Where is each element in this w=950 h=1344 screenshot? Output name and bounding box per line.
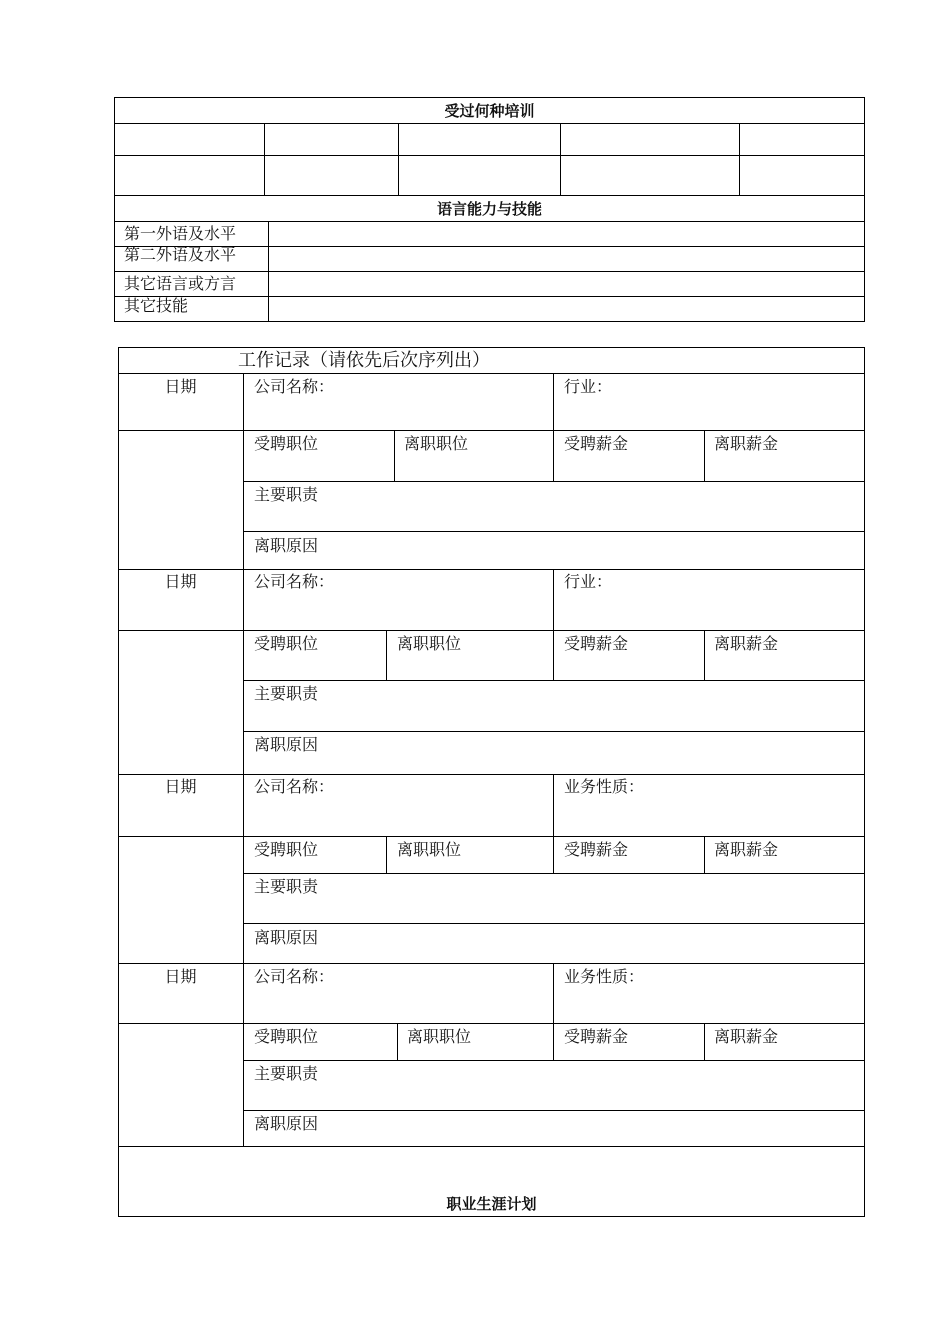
table-border	[243, 873, 865, 874]
main-duties-label: 主要职责	[254, 485, 319, 504]
table-border	[243, 481, 865, 482]
date-label: 日期	[164, 572, 197, 591]
leave-salary-label: 离职薪金	[714, 840, 779, 859]
hired-salary-label: 受聘薪金	[564, 634, 629, 653]
leave-position-label: 离职职位	[404, 434, 469, 453]
main-duties-label: 主要职责	[254, 1064, 319, 1083]
table-border	[118, 347, 865, 348]
table-border	[704, 836, 705, 873]
table-border	[553, 430, 554, 481]
table-border	[704, 430, 705, 481]
date-label: 日期	[164, 377, 197, 396]
hired-salary-label: 受聘薪金	[564, 1027, 629, 1046]
table-border	[704, 1023, 705, 1060]
table-border	[118, 774, 865, 775]
table-border	[118, 1023, 865, 1024]
language-value-field[interactable]	[269, 222, 864, 246]
hired-salary-label: 受聘薪金	[564, 434, 629, 453]
business-nature-label: 业务性质：	[564, 967, 645, 986]
company-name-label: 公司名称：	[254, 967, 335, 986]
leave-salary-label: 离职薪金	[714, 634, 779, 653]
table-border	[243, 1060, 865, 1061]
table-border	[553, 963, 554, 1023]
language-value-field[interactable]	[269, 272, 864, 296]
training-cell[interactable]	[115, 124, 264, 155]
career-plan-title: 职业生涯计划	[446, 1195, 537, 1213]
leave-position-label: 离职职位	[397, 840, 462, 859]
table-border	[114, 321, 865, 322]
language-value-field[interactable]	[269, 297, 864, 321]
hired-position-label: 受聘职位	[254, 840, 319, 859]
table-border	[118, 430, 865, 431]
table-border	[386, 836, 387, 873]
training-cell[interactable]	[561, 156, 739, 195]
table-border	[864, 347, 865, 1217]
main-duties-label: 主要职责	[254, 877, 319, 896]
hired-position-label: 受聘职位	[254, 634, 319, 653]
language-row-label: 第二外语及水平	[124, 245, 237, 264]
industry-label: 行业：	[564, 572, 613, 591]
table-border	[118, 630, 865, 631]
table-border	[114, 195, 865, 196]
language-row-label: 其它语言或方言	[124, 274, 237, 293]
table-border	[553, 569, 554, 630]
table-border	[118, 836, 865, 837]
table-border	[243, 373, 244, 1147]
table-border	[553, 836, 554, 873]
industry-label: 行业：	[564, 377, 613, 396]
table-border	[704, 630, 705, 680]
leave-position-label: 离职职位	[407, 1027, 472, 1046]
training-cell[interactable]	[399, 156, 560, 195]
table-border	[553, 1023, 554, 1060]
table-border	[118, 1216, 865, 1217]
training-title: 受过何种培训	[444, 102, 535, 120]
leave-salary-label: 离职薪金	[714, 1027, 779, 1046]
training-cell[interactable]	[115, 156, 264, 195]
training-cell[interactable]	[561, 124, 739, 155]
main-duties-label: 主要职责	[254, 684, 319, 703]
work-record-title: 工作记录（请依先后次序列出）	[238, 350, 490, 371]
table-border	[553, 774, 554, 836]
leave-reason-label: 离职原因	[254, 536, 319, 555]
table-border	[243, 1110, 865, 1111]
table-border	[243, 680, 865, 681]
training-cell[interactable]	[740, 124, 864, 155]
leave-reason-label: 离职原因	[254, 1114, 319, 1133]
training-cell[interactable]	[265, 156, 398, 195]
table-border	[394, 430, 395, 481]
table-border	[118, 373, 865, 374]
leave-reason-label: 离职原因	[254, 735, 319, 754]
business-nature-label: 业务性质：	[564, 777, 645, 796]
company-name-label: 公司名称：	[254, 572, 335, 591]
table-border	[553, 630, 554, 680]
training-cell[interactable]	[740, 156, 864, 195]
company-name-label: 公司名称：	[254, 377, 335, 396]
hired-position-label: 受聘职位	[254, 434, 319, 453]
table-border	[114, 97, 865, 98]
table-border	[243, 923, 865, 924]
training-cell[interactable]	[399, 124, 560, 155]
table-border	[118, 963, 865, 964]
table-border	[118, 569, 865, 570]
leave-reason-label: 离职原因	[254, 928, 319, 947]
language-title: 语言能力与技能	[436, 200, 542, 218]
hired-salary-label: 受聘薪金	[564, 840, 629, 859]
language-row-label: 第一外语及水平	[124, 224, 237, 243]
table-border	[243, 731, 865, 732]
leave-position-label: 离职职位	[397, 634, 462, 653]
language-row-label: 其它技能	[124, 296, 189, 315]
table-border	[553, 373, 554, 430]
hired-position-label: 受聘职位	[254, 1027, 319, 1046]
table-border	[243, 531, 865, 532]
company-name-label: 公司名称：	[254, 777, 335, 796]
training-cell[interactable]	[265, 124, 398, 155]
table-border	[397, 1023, 398, 1060]
date-label: 日期	[164, 777, 197, 796]
language-value-field[interactable]	[269, 247, 864, 271]
table-border	[386, 630, 387, 680]
date-label: 日期	[164, 967, 197, 986]
leave-salary-label: 离职薪金	[714, 434, 779, 453]
